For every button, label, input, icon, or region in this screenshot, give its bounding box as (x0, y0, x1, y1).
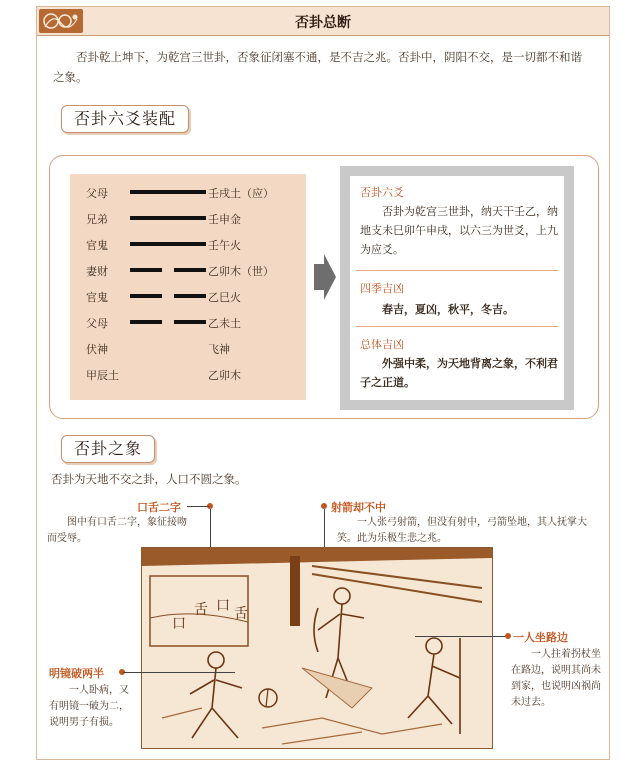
woodcut-scene (142, 548, 492, 748)
branch-label: 壬申金 (208, 213, 241, 226)
callout-zuolubian-text: 一人拄着拐杖坐在路边，说明其尚未到家，也说明凶祸尚未过去。 (511, 649, 601, 708)
picture-char: 口 (216, 598, 230, 614)
liuyao-title: 否卦六爻 (360, 186, 404, 199)
hexagram-row (78, 364, 298, 384)
hexagram-row (78, 286, 298, 306)
zongti-text: 外强中柔，为天地背离之象，不利君子之正道。 (360, 357, 558, 389)
branch-label: 乙未土 (208, 317, 241, 330)
callout-jingpo-title: 明镜破两半 (49, 667, 104, 680)
callout-shejian-title: 射箭却不中 (331, 501, 386, 514)
callout-zuolubian-title: 一人坐路边 (513, 631, 568, 644)
fushen-label: 伏神 (86, 343, 108, 356)
hexagram-panel (49, 155, 599, 419)
fushen-value: 甲辰土 (86, 369, 119, 382)
callout-koushe-title: 口舌二字 (137, 501, 181, 514)
branch-label: 壬戌土（应） (208, 187, 274, 200)
callout-dot (505, 633, 511, 639)
siji-title: 四季吉凶 (360, 282, 404, 295)
yin-line-right (174, 294, 206, 298)
branch-label: 乙卯木（世） (208, 265, 274, 278)
yin-line-right (174, 268, 206, 272)
yin-line-right (174, 320, 206, 324)
branch-label: 乙巳火 (208, 291, 241, 304)
divider (356, 270, 558, 271)
siji-text: 春吉，夏凶，秋平，冬吉。 (382, 303, 514, 316)
relation-label: 官鬼 (86, 239, 108, 252)
woodcut-illustration (141, 547, 493, 749)
relation-label: 兄弟 (86, 213, 108, 226)
hexagram-table (70, 174, 306, 400)
yang-line (130, 242, 206, 246)
relation-label: 妻财 (86, 265, 108, 278)
page-title: 否卦总断 (295, 15, 351, 31)
callout-jingpo-text: 一人卧病，又有明镜一破为二，说明男子有损。 (49, 685, 129, 728)
section-heading-liuyao: 否卦六爻装配 (61, 105, 189, 133)
picture-char: 舌 (194, 602, 208, 618)
section-heading-xiang: 否卦之象 (61, 435, 155, 463)
hexagram-row (78, 260, 298, 280)
callout-shejian-text: 一人张弓射箭，但没有射中，弓箭坠地，其人抚掌大笑。此为乐极生悲之兆。 (337, 517, 587, 544)
leader-line (123, 672, 235, 673)
liuyao-text: 否卦为乾宫三世卦，纳天干壬乙，纳地支未巳卯午申戌，以六三为世爻，上九为应爻。 (360, 205, 558, 256)
arrow-right-icon (314, 254, 336, 300)
feishen-value: 乙卯木 (208, 369, 241, 382)
yang-line (130, 190, 206, 194)
zongti-title: 总体吉凶 (360, 338, 404, 351)
hexagram-row (78, 208, 298, 228)
yin-line-left (130, 320, 162, 324)
branch-label: 壬午火 (208, 239, 241, 252)
hexagram-row (78, 182, 298, 202)
feishen-label: 飞神 (208, 343, 230, 356)
hexagram-row (78, 312, 298, 332)
xiang-subtitle: 否卦为天地不交之卦，人口不圆之象。 (51, 472, 247, 486)
yin-line-left (130, 268, 162, 272)
relation-label: 父母 (86, 317, 108, 330)
leader-line (187, 506, 209, 507)
relation-label: 父母 (86, 187, 108, 200)
picture-char: 口 (172, 616, 186, 632)
info-box (340, 166, 574, 410)
divider (356, 326, 558, 327)
picture-char: 舌 (234, 606, 248, 622)
yin-line-left (130, 294, 162, 298)
intro-paragraph: 否卦乾上坤下，为乾宫三世卦，否象征闭塞不通，是不吉之兆。否卦中，阴阳不交，是一切都不和谐之象。 (53, 50, 582, 84)
page (36, 6, 610, 760)
hexagram-row (78, 338, 298, 358)
callout-koushe-text: 图中有口舌二字，象征接吻而受辱。 (47, 517, 187, 544)
relation-label: 官鬼 (86, 291, 108, 304)
hexagram-row (78, 234, 298, 254)
title-bar (37, 7, 609, 36)
info-box-inner (350, 176, 564, 400)
leader-line (415, 636, 507, 637)
yang-line (130, 216, 206, 220)
